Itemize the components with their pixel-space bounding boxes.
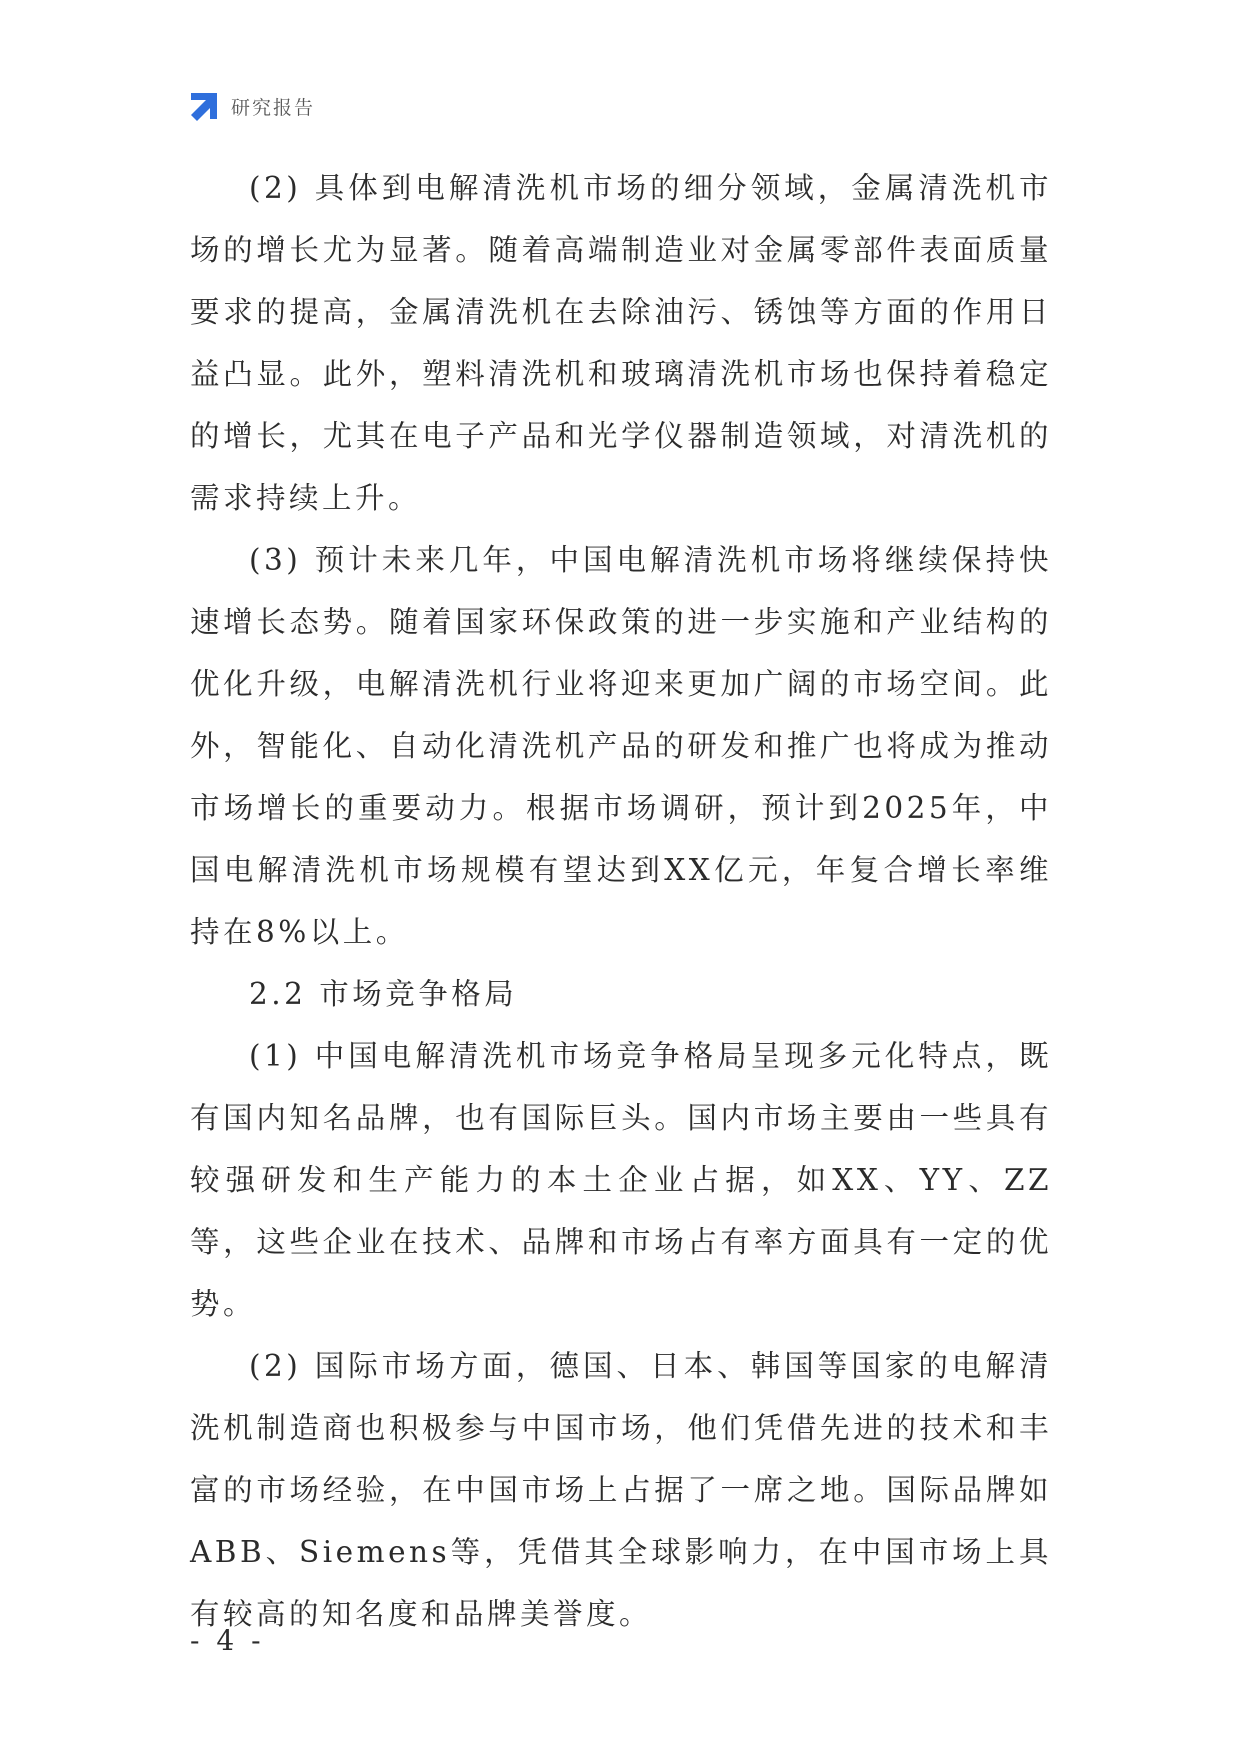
section-heading: 2.2 市场竞争格局: [249, 977, 518, 1011]
document-body: [190, 157, 1052, 1645]
page-number: - 4 -: [190, 1624, 265, 1657]
arrow-up-right-icon: [189, 90, 221, 122]
header-title: 研究报告: [231, 96, 316, 119]
page-header: [189, 88, 315, 124]
paragraph-market-segments: (2) 具体到电解清洗机市场的细分领域，金属清洗机市场的增长尤为显著。随着高端制造业对金属零部件表面质量要求的提高，金属清洗机在去除油污、锈蚀等方面的作用日益凸显。此外，塑料清洗机和玻璃清洗机市场也保持着稳定的增长，尤其在电子产品和光学仪器制造领域，对清洗机的需求持续上升。: [190, 171, 1052, 515]
paragraph-market-forecast: (3) 预计未来几年，中国电解清洗机市场将继续保持快速增长态势。随着国家环保政策的进一步实施和产业结构的优化升级，电解清洗机行业将迎来更加广阔的市场空间。此外，智能化、自动化清洗机产品的研发和推广也将成为推动市场增长的重要动力。根据市场调研，预计到2025年，中国电解清洗机市场规模有望达到XX亿元，年复合增长率维持在8%以上。: [190, 543, 1052, 949]
paragraph-domestic-competition: (1) 中国电解清洗机市场竞争格局呈现多元化特点，既有国内知名品牌，也有国际巨头。国内市场主要由一些具有较强研发和生产能力的本土企业占据，如XX、YY、ZZ等，这些企业在技术、品牌和市场占有率方面具有一定的优势。: [190, 1039, 1052, 1321]
paragraph-international-competition: (2) 国际市场方面，德国、日本、韩国等国家的电解清洗机制造商也积极参与中国市场，他们凭借先进的技术和丰富的市场经验，在中国市场上占据了一席之地。国际品牌如ABB、Siemens等，凭借其全球影响力，在中国市场上具有较高的知名度和品牌美誉度。: [190, 1349, 1052, 1631]
